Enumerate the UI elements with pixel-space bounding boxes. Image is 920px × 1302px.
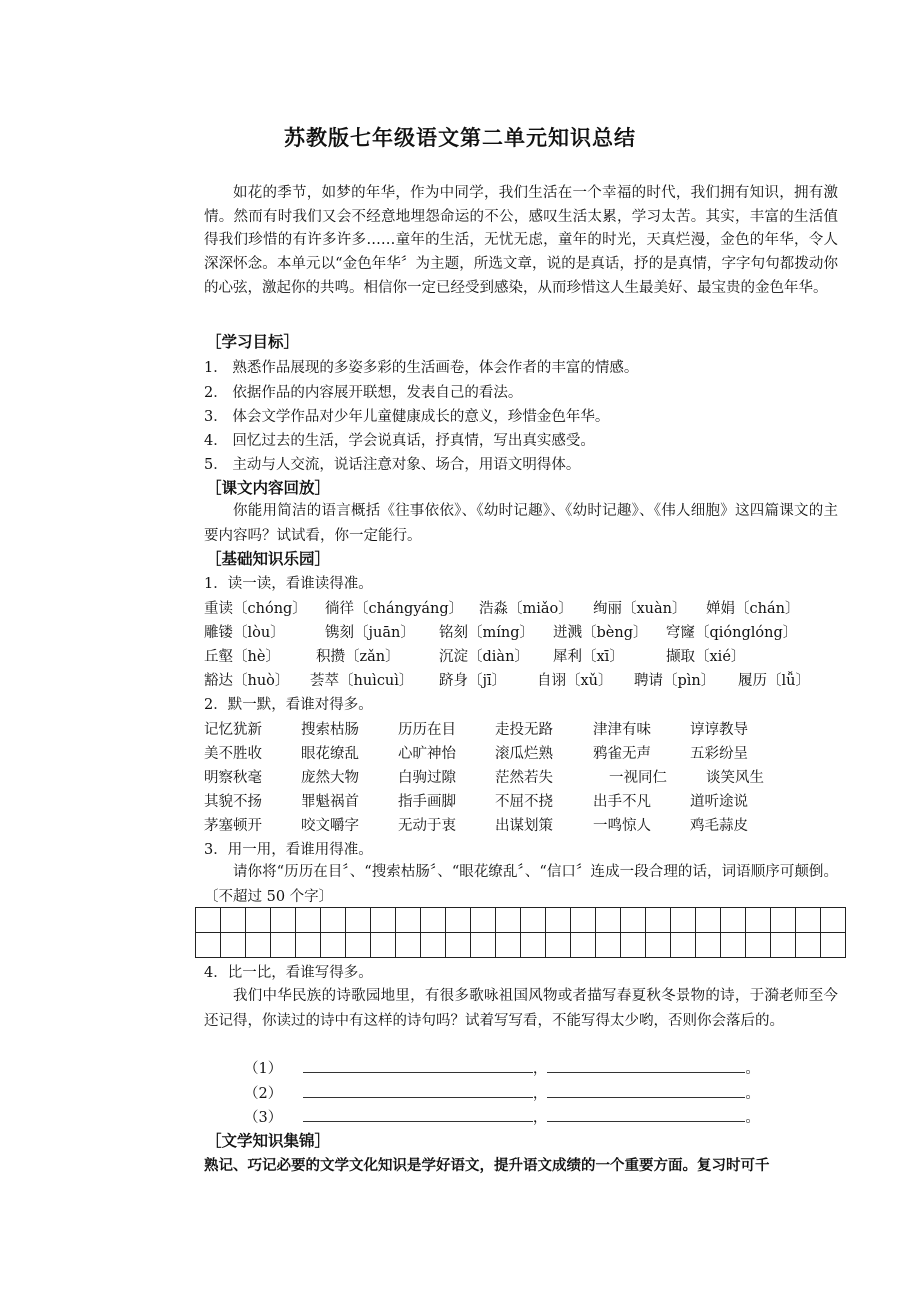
- pinyin-item: 穹窿〔qiónglóng〕: [666, 625, 798, 641]
- grid-cell[interactable]: [246, 933, 271, 958]
- grid-cell[interactable]: [196, 933, 221, 958]
- idiom-item: 出手不凡: [593, 794, 651, 810]
- answer-blank[interactable]: [303, 1107, 533, 1122]
- pinyin-item: 豁达〔huò〕: [204, 673, 290, 689]
- answer-comma: ，: [532, 1061, 548, 1077]
- goal-item: 3． 体会文学作品对少年儿童健康成长的意义，珍惜金色年华。: [204, 409, 610, 425]
- grid-cell[interactable]: [671, 908, 696, 933]
- grid-cell[interactable]: [221, 933, 246, 958]
- answer-blank[interactable]: [303, 1083, 533, 1098]
- goals-heading: ［学习目标］: [206, 333, 300, 351]
- answer-period: 。: [745, 1110, 760, 1126]
- idiom-item: 历历在目: [398, 722, 456, 738]
- answer-comma: ，: [532, 1086, 548, 1102]
- literature-text: 熟记、巧记必要的文学文化知识是学好语文，提升语文成绩的一个重要方面。复习时可千: [204, 1158, 770, 1174]
- pinyin-item: 丘壑〔hè〕: [204, 649, 280, 665]
- pinyin-item: 撷取〔xié〕: [666, 649, 746, 665]
- grid-cell[interactable]: [221, 908, 246, 933]
- pinyin-item: 徜徉〔chángyáng〕: [325, 601, 464, 617]
- answer-period: 。: [745, 1086, 760, 1102]
- grid-cell[interactable]: [546, 933, 571, 958]
- idiom-item: 明察秋毫: [204, 770, 262, 786]
- answer-number: （3）: [244, 1110, 283, 1126]
- answer-blank[interactable]: [547, 1058, 745, 1073]
- goal-item: 1． 熟悉作品展现的多姿多彩的生活画卷，体会作者的丰富的情感。: [204, 360, 639, 376]
- grid-cell[interactable]: [271, 908, 296, 933]
- pinyin-item: 沉淀〔diàn〕: [439, 649, 529, 665]
- answer-blank[interactable]: [303, 1058, 533, 1073]
- grid-cell[interactable]: [321, 933, 346, 958]
- grid-cell[interactable]: [546, 908, 571, 933]
- idiom-item: 茅塞顿开: [204, 818, 262, 834]
- goal-item: 2． 依据作品的内容展开联想，发表自己的看法。: [204, 385, 523, 401]
- grid-cell[interactable]: [596, 908, 621, 933]
- grid-cell[interactable]: [196, 908, 221, 933]
- literature-heading: ［文学知识集锦］: [206, 1132, 331, 1150]
- answer-number: （1）: [244, 1061, 283, 1077]
- grid-cell[interactable]: [621, 933, 646, 958]
- pinyin-item: 迸溅〔bèng〕: [553, 625, 648, 641]
- review-paragraph: 你能用简洁的语言概括《往事依依》、《幼时记趣》、《幼时记趣》、《伟人细胞》这四篇课文的主要内容吗？试试看，你一定能行。: [204, 503, 838, 544]
- idiom-item: 一视同仁: [609, 770, 667, 786]
- grid-cell[interactable]: [721, 908, 746, 933]
- question-4: 4．比一比，看谁写得多。: [204, 965, 373, 981]
- grid-cell[interactable]: [521, 908, 546, 933]
- grid-cell[interactable]: [396, 933, 421, 958]
- idiom-item: 茫然若失: [495, 770, 553, 786]
- page-title: 苏教版七年级语文第二单元知识总结: [284, 126, 636, 150]
- grid-cell[interactable]: [746, 908, 771, 933]
- grid-cell[interactable]: [571, 933, 596, 958]
- grid-cell[interactable]: [746, 933, 771, 958]
- idiom-item: 鸡毛蒜皮: [690, 818, 748, 834]
- idiom-item: 鸦雀无声: [593, 746, 651, 762]
- question-3-instructions: 请你将“历历在目〞、“搜索枯肠〞、“眼花缭乱〞、“信口〞连成一段合理的话，词语顺序可颠倒。〔不超过 50 个字〕: [204, 864, 838, 905]
- pinyin-item: 犀利〔xī〕: [553, 649, 624, 665]
- grid-cell[interactable]: [471, 908, 496, 933]
- grid-cell[interactable]: [421, 933, 446, 958]
- idiom-item: 津津有味: [593, 722, 651, 738]
- pinyin-item: 铭刻〔míng〕: [439, 625, 535, 641]
- grid-cell[interactable]: [696, 908, 721, 933]
- goal-item: 5． 主动与人交流，说话注意对象、场合，用语文明得体。: [204, 457, 581, 473]
- idiom-item: 无动于衷: [398, 818, 456, 834]
- idiom-item: 出谋划策: [495, 818, 553, 834]
- review-heading: ［课文内容回放］: [206, 479, 331, 497]
- grid-cell[interactable]: [446, 908, 471, 933]
- grid-cell[interactable]: [346, 933, 371, 958]
- pinyin-item: 荟萃〔huìcuì〕: [310, 673, 414, 689]
- grid-cell[interactable]: [821, 933, 846, 958]
- grid-cell[interactable]: [296, 933, 321, 958]
- grid-cell[interactable]: [321, 908, 346, 933]
- idiom-item: 搜索枯肠: [301, 722, 359, 738]
- grid-cell[interactable]: [646, 933, 671, 958]
- question-4-instructions: 我们中华民族的诗歌园地里，有很多歌咏祖国风物或者描写春夏秋冬景物的诗，于漪老师至今还记得，你读过的诗中有这样的诗句吗？试着写写看，不能写得太少哟，否则你会落后的。: [204, 988, 838, 1029]
- writing-grid: [195, 907, 846, 958]
- pinyin-item: 聘请〔pìn〕: [634, 673, 716, 689]
- answer-line-1: [244, 1057, 760, 1078]
- pinyin-item: 自诩〔xǔ〕: [537, 673, 613, 689]
- goal-item: 4． 回忆过去的生活，学会说真话，抒真情，写出真实感受。: [204, 433, 595, 449]
- grid-cell[interactable]: [346, 908, 371, 933]
- grid-cell[interactable]: [621, 908, 646, 933]
- pinyin-item: 履历〔lǚ〕: [738, 673, 810, 689]
- grid-cell[interactable]: [446, 933, 471, 958]
- grid-cell[interactable]: [571, 908, 596, 933]
- grid-cell[interactable]: [271, 933, 296, 958]
- grid-cell[interactable]: [796, 933, 821, 958]
- idiom-item: 不屈不挠: [495, 794, 553, 810]
- grid-cell[interactable]: [646, 908, 671, 933]
- answer-line-3: [244, 1106, 760, 1127]
- pinyin-item: 重读〔chóng〕: [204, 601, 307, 617]
- idiom-item: 美不胜收: [204, 746, 262, 762]
- answer-blank[interactable]: [547, 1107, 745, 1122]
- answer-blank[interactable]: [547, 1083, 745, 1098]
- idiom-item: 罪魁祸首: [301, 794, 359, 810]
- pinyin-item: 镌刻〔juān〕: [325, 625, 415, 641]
- grid-cell[interactable]: [821, 908, 846, 933]
- pinyin-item: 雕镂〔lòu〕: [204, 625, 285, 641]
- grid-cell[interactable]: [246, 908, 271, 933]
- idiom-item: 指手画脚: [398, 794, 456, 810]
- idiom-item: 道听途说: [690, 794, 748, 810]
- idiom-item: 其貌不扬: [204, 794, 262, 810]
- idiom-item: 心旷神怡: [398, 746, 456, 762]
- grid-cell[interactable]: [721, 933, 746, 958]
- grid-cell[interactable]: [296, 908, 321, 933]
- idiom-item: 眼花缭乱: [301, 746, 359, 762]
- idiom-item: 白驹过隙: [398, 770, 456, 786]
- grid-cell[interactable]: [671, 933, 696, 958]
- answer-number: （2）: [244, 1086, 283, 1102]
- grid-cell[interactable]: [471, 933, 496, 958]
- idiom-item: 谈笑风生: [706, 770, 764, 786]
- pinyin-item: 跻身〔jī〕: [439, 673, 507, 689]
- pinyin-item: 婵娟〔chán〕: [706, 601, 800, 617]
- grid-cell[interactable]: [771, 933, 796, 958]
- answer-comma: ，: [532, 1110, 548, 1126]
- pinyin-item: 浩淼〔miǎo〕: [479, 601, 573, 617]
- grid-cell[interactable]: [496, 933, 521, 958]
- pinyin-item: 绚丽〔xuàn〕: [593, 601, 687, 617]
- idiom-item: 记忆犹新: [204, 722, 262, 738]
- grid-cell[interactable]: [771, 908, 796, 933]
- grid-cell[interactable]: [496, 908, 521, 933]
- idiom-item: 咬文嚼字: [301, 818, 359, 834]
- grid-cell[interactable]: [421, 908, 446, 933]
- grid-cell[interactable]: [796, 908, 821, 933]
- basics-heading: ［基础知识乐园］: [206, 550, 331, 568]
- answer-line-2: [244, 1082, 760, 1103]
- idiom-item: 一鸣惊人: [593, 818, 651, 834]
- idiom-item: 五彩纷呈: [690, 746, 748, 762]
- grid-cell[interactable]: [371, 908, 396, 933]
- idiom-item: 庞然大物: [301, 770, 359, 786]
- idiom-item: 走投无路: [495, 722, 553, 738]
- grid-cell[interactable]: [396, 908, 421, 933]
- grid-cell[interactable]: [696, 933, 721, 958]
- answer-period: 。: [745, 1061, 760, 1077]
- question-3: 3．用一用，看谁用得准。: [204, 842, 373, 858]
- question-1: 1．读一读，看谁读得准。: [204, 576, 373, 592]
- idiom-item: 谆谆教导: [690, 722, 748, 738]
- question-2: 2．默一默，看谁对得多。: [204, 697, 373, 713]
- grid-cell[interactable]: [521, 933, 546, 958]
- pinyin-item: 积攒〔zǎn〕: [316, 649, 400, 665]
- idiom-item: 滚瓜烂熟: [495, 746, 553, 762]
- grid-cell[interactable]: [596, 933, 621, 958]
- grid-cell[interactable]: [371, 933, 396, 958]
- intro-paragraph: 如花的季节，如梦的年华，作为中同学，我们生活在一个幸福的时代，我们拥有知识，拥有激情。然而有时我们又会不经意地埋怨命运的不公，感叹生活太累，学习太苦。其实，丰富的生活值得我们珍惜的有许多许多……童年的生活，无忧无虑，童年的时光，天真烂漫，金色的年华，令人深深怀念。本单元以“金色年华〞为主题，所选文章，说的是真话，抒的是真情，字字句句都拨动你的心弦，激起你的共鸣。相信你一定已经受到感染，从而珍惜这人生最美好、最宝贵的金色年华。: [204, 185, 838, 296]
